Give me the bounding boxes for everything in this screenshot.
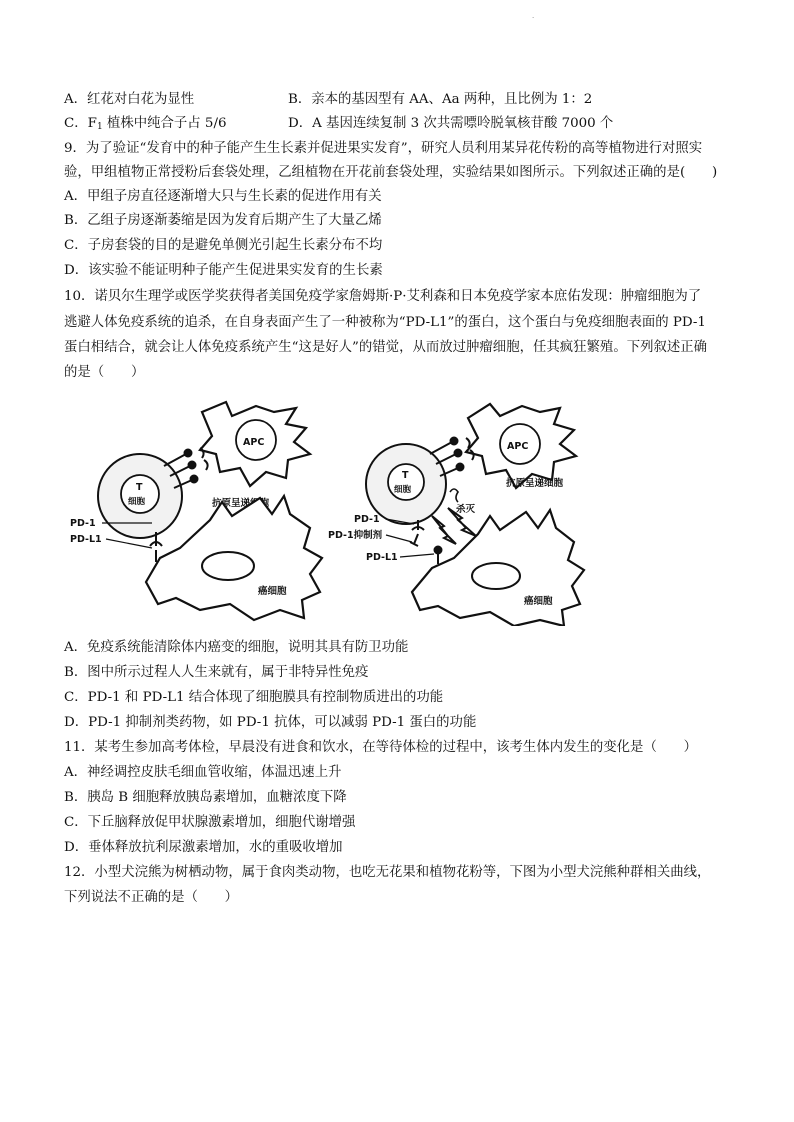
q12-stem-line1: 12．小型犬浣熊为树栖动物，属于食肉类动物，也吃无花果和植物花粉等，下图为小型犬浣熊种群相关曲线，: [64, 865, 711, 880]
q8-option-c-subscript: 1: [96, 122, 103, 132]
q9-stem-line1: 9．为了验证“发育中的种子能产生生长素并促进果实发育”，研究人员利用某异花传粉的高等植物进行对照实: [64, 141, 703, 156]
q8-option-d: D．A 基因连续复制 3 次共需嘌呤脱氧核苷酸 7000 个: [288, 116, 614, 131]
left-apc-caption: 抗原呈递细胞: [212, 498, 270, 509]
q10-stem-line1: 10．诺贝尔生理学或医学奖获得者美国免疫学家詹姆斯·P·艾利森和日本免疫学家本庶佑发现：肿瘤细胞为了: [64, 289, 702, 304]
q8-option-b: B．亲本的基因型有 AA、Aa 两种，且比例为 1：2: [288, 92, 593, 107]
q9-option-d: D．该实验不能证明种子能产生促进果实发育的生长素: [64, 263, 383, 278]
q9-option-a: A．甲组子房直径逐渐增大只与生长素的促进作用有关: [64, 189, 382, 204]
left-apc-label: APC: [243, 437, 265, 448]
q12-stem-line2: 下列说法不正确的是（ ）: [64, 890, 239, 905]
right-panel: [328, 404, 584, 626]
q10-option-c: C．PD-1 和 PD-L1 结合体现了细胞膜具有控制物质进出的功能: [64, 690, 444, 705]
q8-option-c-prefix: C．F: [64, 116, 97, 131]
left-pd1-label: PD-1: [70, 518, 96, 529]
q10-stem-line2: 逃避人体免疫系统的追杀，在自身表面产生了一种被称为“PD-L1”的蛋白，这个蛋白与免疫细胞表面的 PD-1: [64, 315, 706, 330]
q10-stem-line4: 的是（ ）: [64, 365, 145, 380]
left-cancer-label: 癌细胞: [258, 586, 287, 597]
right-inhibitor-leader: [386, 535, 412, 542]
right-inhibitor-label: PD-1抑制剂: [328, 530, 383, 541]
right-pd1-label: PD-1: [354, 514, 380, 525]
q11-option-b: B．胰岛 B 细胞释放胰岛素增加，血糖浓度下降: [64, 790, 347, 805]
kill-label: 杀灭: [456, 504, 476, 515]
immune-diagram: [60, 398, 600, 626]
right-t-cell-label-2: 细胞: [394, 485, 412, 495]
left-t-cell-nucleus: [121, 475, 159, 513]
right-antigen-marks: [450, 489, 458, 502]
right-cancer-nucleus: [472, 563, 520, 589]
q10-option-b: B．图中所示过程人人生来就有，属于非特异性免疫: [64, 665, 369, 680]
q10-option-d: D．PD-1 抑制剂类药物，如 PD-1 抗体，可以减弱 PD-1 蛋白的功能: [64, 715, 477, 730]
right-apc-caption: 抗原呈递细胞: [506, 478, 564, 489]
q9-option-b: B．乙组子房逐渐萎缩是因为发育后期产生了大量乙烯: [64, 213, 382, 228]
left-pdl1-leader: [106, 539, 152, 548]
right-t-cell-label-1: T: [402, 470, 409, 481]
immune-diagram-svg: [60, 398, 600, 626]
q11-option-d: D．垂体释放抗利尿激素增加，水的重吸收增加: [64, 840, 343, 855]
q10-stem-line3: 蛋白相结合，就会让人体免疫系统产生“这是好人”的错觉，从而放过肿瘤细胞，任其疯狂繁殖。下列叙述正确: [64, 340, 708, 355]
header-mark: .: [532, 12, 535, 20]
left-t-cell-label-1: T: [136, 482, 143, 493]
left-panel: [70, 402, 322, 620]
right-pdl1-leader: [400, 554, 434, 557]
right-pdl1-label: PD-L1: [366, 552, 398, 563]
right-cancer-label: 癌细胞: [524, 596, 553, 607]
right-apc-label: APC: [507, 441, 529, 452]
left-cancer-nucleus: [202, 552, 254, 580]
q10-option-a: A．免疫系统能清除体内癌变的细胞，说明其具有防卫功能: [64, 640, 409, 655]
q11-stem: 11．某考生参加高考体检，早晨没有进食和饮水，在等待体检的过程中，该考生体内发生的变化是（ ）: [64, 740, 698, 755]
q11-option-c: C．下丘脑释放促甲状腺激素增加，细胞代谢增强: [64, 815, 356, 830]
q8-option-c-rest: 植株中纯合子占 5/6: [102, 116, 227, 131]
right-pdl1-receptor: [435, 547, 442, 565]
q11-option-a: A．神经调控皮肤毛细血管收缩，体温迅速上升: [64, 765, 342, 780]
left-t-cell-label-2: 细胞: [128, 497, 146, 507]
q8-option-a: A．红花对白花为显性: [64, 92, 195, 107]
q8-option-c: [64, 114, 226, 137]
left-pdl1-label: PD-L1: [70, 534, 102, 545]
q9-stem-line2: 验，甲组植物正常授粉后套袋处理，乙组植物在开花前套袋处理，实验结果如图所示。下列叙述正确的是( ): [64, 165, 718, 180]
q9-option-c: C．子房套袋的目的是避免单侧光引起生长素分布不均: [64, 238, 383, 253]
